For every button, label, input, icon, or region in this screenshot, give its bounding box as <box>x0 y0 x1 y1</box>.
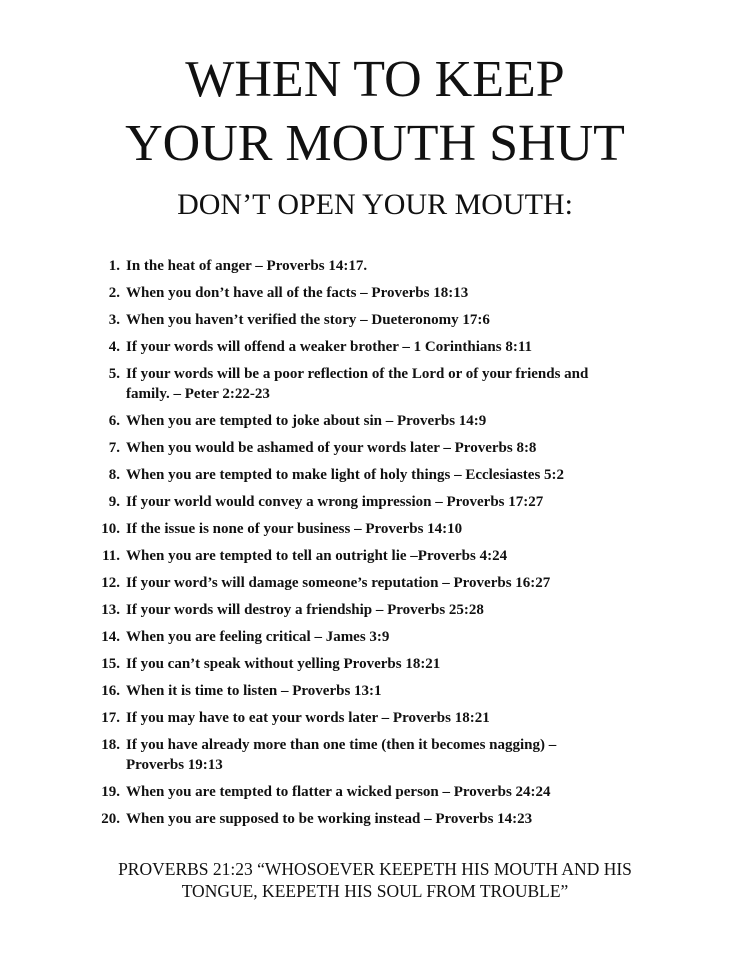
list-item-number: 11. <box>102 548 120 564</box>
list-item-text: When you don’t have all of the facts – Proverbs 18:13 <box>126 285 469 301</box>
list-item-number: 19. <box>101 784 120 800</box>
list-item-number: 1. <box>108 258 120 274</box>
list-item-number: 16. <box>101 683 120 699</box>
page-subtitle: DON’T OPEN YOUR MOUTH: <box>177 188 573 221</box>
list-item-text: When you are tempted to tell an outright lie –Proverbs 4:24 <box>126 548 508 564</box>
list-item-number: 17. <box>101 710 120 726</box>
list-item-number: 18. <box>101 737 120 753</box>
list-item-text: If your word’s will damage someone’s reputation – Proverbs 16:27 <box>126 575 551 591</box>
list-item-number: 7. <box>108 440 120 456</box>
footer-verse-line-1: PROVERBS 21:23 “WHOSOEVER KEEPETH HIS MOUTH AND HIS <box>118 859 632 879</box>
list-item-text: If your words will destroy a friendship – Proverbs 25:28 <box>126 602 484 618</box>
list-item-text: If you may have to eat your words later – Proverbs 18:21 <box>126 710 490 726</box>
list-item-text: When you are tempted to make light of holy things – Ecclesiastes 5:2 <box>126 467 565 483</box>
list-item-number: 6. <box>108 413 120 429</box>
list-item-number: 10. <box>101 521 120 537</box>
list-item-number: 3. <box>108 312 120 328</box>
list-item-number: 12. <box>101 575 120 591</box>
list-item-number: 13. <box>101 602 120 618</box>
list-item-text: When you are tempted to joke about sin – Proverbs 14:9 <box>126 413 487 429</box>
list-item-number: 8. <box>108 467 120 483</box>
list-item-number: 9. <box>108 494 120 510</box>
page-title-line-2: YOUR MOUTH SHUT <box>125 115 625 172</box>
list-item-text: When you would be ashamed of your words later – Proverbs 8:8 <box>126 440 537 456</box>
list-item-text: When you are supposed to be working instead – Proverbs 14:23 <box>126 811 533 827</box>
list-item-text: Proverbs 19:13 <box>126 757 223 773</box>
page-title-line-1: WHEN TO KEEP <box>185 51 565 108</box>
list-item-number: 5. <box>108 366 120 382</box>
list-item-text: When you are tempted to flatter a wicked person – Proverbs 24:24 <box>126 784 551 800</box>
list-item-number: 4. <box>108 339 120 355</box>
list-item-number: 20. <box>101 811 120 827</box>
list-item-text: If you can’t speak without yelling Proverbs 18:21 <box>126 656 441 672</box>
list-item-text: If the issue is none of your business – Proverbs 14:10 <box>126 521 463 537</box>
list-item-text: If your words will offend a weaker brother – 1 Corinthians 8:11 <box>126 339 532 355</box>
list-item-number: 14. <box>101 629 120 645</box>
list-item-text: If your words will be a poor reflection of the Lord or of your friends and <box>126 366 589 382</box>
list-item-text: If you have already more than one time (then it becomes nagging) – <box>126 737 557 753</box>
list-item-text: In the heat of anger – Proverbs 14:17. <box>126 258 368 274</box>
list-item-number: 2. <box>108 285 120 301</box>
list-item-text: family. – Peter 2:22-23 <box>126 386 270 402</box>
list-item-text: When you haven’t verified the story – Dueteronomy 17:6 <box>126 312 490 328</box>
list-item-text: If your world would convey a wrong impression – Proverbs 17:27 <box>126 494 544 510</box>
list-item-text: When it is time to listen – Proverbs 13:1 <box>126 683 382 699</box>
list-item-number: 15. <box>101 656 120 672</box>
list-item-text: When you are feeling critical – James 3:9 <box>126 629 390 645</box>
footer-verse-line-2: TONGUE, KEEPETH HIS SOUL FROM TROUBLE” <box>181 881 569 901</box>
